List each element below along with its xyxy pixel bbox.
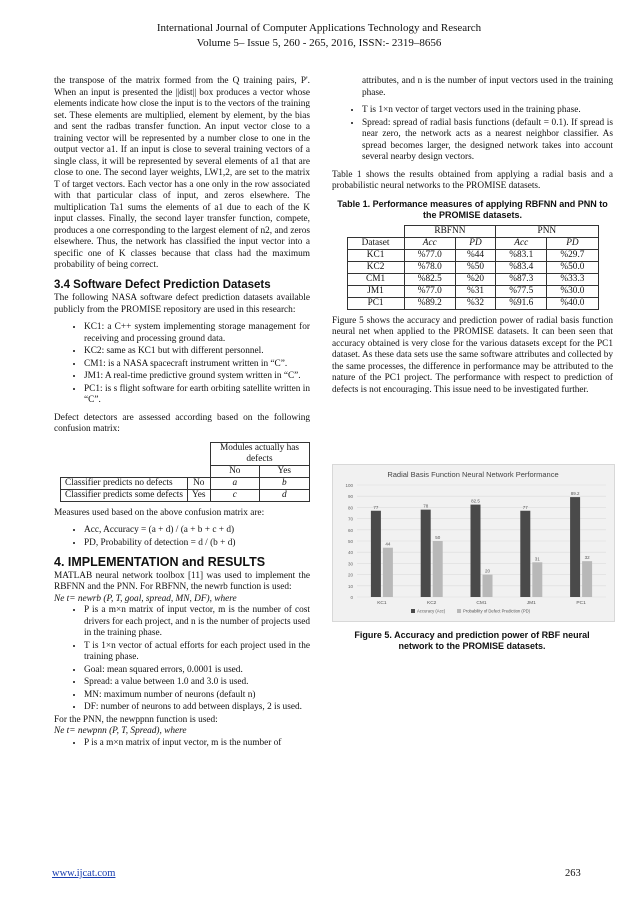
list-item: • P is a m×n matrix of input vector, m is the number of [84,738,310,750]
confusion-header: Modules actually has defects [210,442,309,465]
legend-label: Probability of Defect Prediction (PD) [463,608,531,614]
table-cell: CM1 [347,273,404,285]
bar-chart [333,465,614,621]
y-tick-label: 0 [350,595,353,600]
bar [570,497,580,597]
bar [582,561,592,597]
table-cell: %29.7 [547,249,598,261]
journal-title: International Journal of Computer Applications Technology and Research [156,22,482,34]
confusion-cell: b [260,477,310,489]
table-group-pnn: PNN [496,225,598,237]
table-cell: %83.1 [496,249,547,261]
confusion-col-no: No [210,465,260,477]
datasets-list [54,322,310,407]
table-row [347,285,598,297]
table-cell: %30.0 [547,285,598,297]
list-item: • PC1: is s flight software for earth orbiting satellite written in “C”. [84,384,310,407]
x-tick-label: KC2 [427,601,437,606]
table-row [347,249,598,261]
table-cell: %91.6 [496,297,547,309]
confusion-matrix-table [60,442,310,502]
table-cell: %50.0 [547,261,598,273]
bar [483,575,493,597]
section-3-4-heading: 3.4 Software Defect Prediction Datasets [54,278,271,291]
confusion-row-label: Classifier predicts some defects [61,489,188,501]
table-cell: KC1 [347,249,404,261]
table-cell: %33.3 [547,273,598,285]
table-caption: Table 1. Performance measures of applying RBFNN and PNN to the PROMISE datasets. [337,198,608,220]
measures-intro: Measures used based on the above confusion matrix are: [54,507,265,518]
y-tick-label: 10 [347,583,353,589]
bar-data-label: 77 [373,504,379,510]
list-item: • Goal: mean squared errors, 0.0001 is used. [84,665,310,677]
list-item: • Acc, Accuracy = (a + d) / (a + b + c + d) [84,525,310,537]
table-cell: %83.4 [496,261,547,273]
bar-data-label: 44 [385,541,391,547]
paragraph-pnn-description: the transpose of the matrix formed from the Q training pairs, P'. When an input is presented the ||dist|| box produces a vector whose elements indicate how close the input is to the vectors of the training set. These elements are multiplied, element by element, by the bias and sent the radbas transfer function. An input vector close to a training vector will be represented by a number close to one in the output vector a1. If an input is close to several training vectors of a single class, it will be represented by several elements of a1 that are close to one. The second layer weights, LW1,2, are set to the matrix T of target vectors. Each vector has a one only in the row associated with that particular class of input, and zeros elsewhere. The multiplication Ta1 sums the elements of a1 due to each of the K input classes. Finally, the second layer transfer function, compete, produces a one corresponding to the largest element of n2, and zeros elsewhere. Thus, the network has classified the input vector into a specific one of K classes because that class had the maximum probability of being correct. [54,76,310,270]
table-cell: %89.2 [404,297,455,309]
confusion-row-label: Classifier predicts no defects [61,477,188,489]
bar [383,548,393,597]
bar [532,562,542,597]
section-4-heading: 4. IMPLEMENTATION and RESULTS [54,555,266,569]
bar-data-label: 31 [534,556,540,562]
bar [421,510,431,597]
table-header-acc: Acc [496,237,547,249]
y-tick-label: 80 [347,505,353,511]
table-cell: %20 [455,273,495,285]
confusion-row-value: No [187,477,210,489]
implementation-intro: MATLAB neural network toolbox [11] was used to implement the RBFNN and the PNN. For RBFNN, the newrb function is used: [54,570,310,592]
results-table [347,225,599,310]
table-cell: %77.0 [404,249,455,261]
newpnn-params-list [54,738,310,750]
y-tick-label: 50 [347,539,353,544]
bar [471,505,481,597]
bar-data-label: 78 [423,503,429,509]
figure-caption: Figure 5. Accuracy and prediction power of RBF neural network to the PROMISE datasets. [354,630,590,651]
list-item: • MN: maximum number of neurons (default n) [84,690,310,702]
table-cell: JM1 [347,285,404,297]
legend-swatch [411,609,415,613]
continued-text: attributes, and n is the number of input vectors used in the training phase. [362,76,613,98]
table-cell: %87.3 [496,273,547,285]
pnn-intro: For the PNN, the newppnn function is used: [54,714,218,725]
list-item: • KC1: a C++ system implementing storage management for receiving and processing ground data. [84,322,310,345]
newpnn-params-continued [332,105,613,164]
table-intro: Table 1 shows the results obtained from applying a radial basis and a probabilistic neural networks to the PROMISE datasets. [332,169,613,191]
confusion-intro: Defect detectors are assessed according based on the following confusion matrix: [54,412,310,434]
legend-label: Accuracy (Acc) [417,608,446,614]
table-header-acc: Acc [404,237,455,249]
newpnn-call: Ne t= newpnn (P, T, Spread), where [54,726,187,736]
table-cell: %32 [455,297,495,309]
list-item: • T is 1×n vector of actual efforts for each project used in the training phase. [84,641,310,664]
y-tick-label: 100 [345,483,353,488]
figure-discussion: Figure 5 shows the accuracy and prediction power of radial basis function neural net when applied to the PROMISE datasets. It can been seen that accuracy obtained is very close for the various datasets except for the PC1 dataset. As these data sets use the same software attributes and collected by the same processes, the difference in performance may be attributed to the nature of the PC1 project. The performance with respect to prediction of defects is not encouraging. This issue need to be investigated further. [332,315,613,395]
y-tick-label: 70 [347,516,353,522]
table-cell: %77.0 [404,285,455,297]
figure-5-chart [332,464,615,622]
x-tick-label: PC1 [576,601,586,606]
table-cell: KC2 [347,261,404,273]
chart-title: Radial Basis Function Neural Network Performance [387,470,559,479]
confusion-cell: c [210,489,260,501]
list-item: • PD, Probability of detection = d / (b + d) [84,538,310,550]
bar-data-label: 77 [522,504,528,510]
list-item: • Spread: spread of radial basis functions (default = 0.1). If spread is near zero, the network acts as a nearest neighbor classifier. As spread becomes larger, the designed network takes into account several nearby design vectors. [362,118,613,164]
left-column [54,76,310,750]
list-item: • T is 1×n vector of target vectors used in the training phase. [362,105,613,117]
table-group-rbfnn: RBFNN [404,225,496,237]
x-tick-label: CM1 [476,601,487,606]
bar-data-label: 20 [484,568,491,574]
table-cell: PC1 [347,297,404,309]
table-cell: %50 [455,261,495,273]
confusion-cell: d [260,489,310,501]
list-item: • Spread: a value between 1.0 and 3.0 is used. [84,677,310,689]
table-row [347,261,598,273]
bar-data-label: 32 [584,555,590,561]
right-column [332,76,613,402]
y-tick-label: 20 [347,572,353,578]
x-tick-label: KC1 [377,601,387,606]
table-header-dataset: Dataset [347,237,404,249]
y-tick-label: 30 [347,561,353,567]
table-cell: %78.0 [404,261,455,273]
list-item: • KC2: same as KC1 but with different personnel. [84,346,310,358]
y-tick-label: 90 [347,494,353,500]
newrb-params-list [54,605,310,714]
table-cell: %31 [455,285,495,297]
bar-data-label: 89.2 [570,491,580,497]
list-item: • JM1: A real-time predictive ground system written in “C”. [84,371,310,383]
bar-data-label: 82.5 [471,498,480,504]
datasets-intro: The following NASA software defect prediction datasets available publicly from the PROMISE repository are used in this research: [54,293,310,315]
table-header-pd: PD [547,237,598,249]
table-row [347,273,598,285]
confusion-col-yes: Yes [260,465,310,477]
journal-link[interactable]: www.ijcat.com [52,868,116,879]
x-tick-label: JM1 [526,601,536,606]
legend-swatch [457,609,461,613]
table-cell: %77.5 [496,285,547,297]
y-tick-label: 40 [347,550,353,556]
measures-list [54,525,310,549]
table-row [347,297,598,309]
list-item: • P is a m×n matrix of input vector, m is the number of cost drivers for each project, and n is the number of projects used in the training phase. [84,605,310,640]
confusion-row-value: Yes [187,489,210,501]
list-item: • DF: number of neurons to add between displays, 2 is used. [84,702,310,714]
y-tick-label: 60 [347,527,353,533]
journal-volume: Volume 5– Issue 5, 260 - 265, 2016, ISSN:- 2319–8656 [196,37,442,49]
bar [433,541,443,597]
page-number: 263 [565,868,581,879]
list-item: • CM1: is a NASA spacecraft instrument written in “C”. [84,359,310,371]
table-cell: %40.0 [547,297,598,309]
table-header-pd: PD [455,237,495,249]
table-cell: %82.5 [404,273,455,285]
newrb-call: Ne t= newrb (P, T, goal, spread, MN, DF), where [54,593,237,604]
confusion-cell: a [210,477,260,489]
bar [371,511,381,597]
bar [520,511,530,597]
bar-data-label: 50 [435,535,441,540]
table-cell: %44 [455,249,495,261]
